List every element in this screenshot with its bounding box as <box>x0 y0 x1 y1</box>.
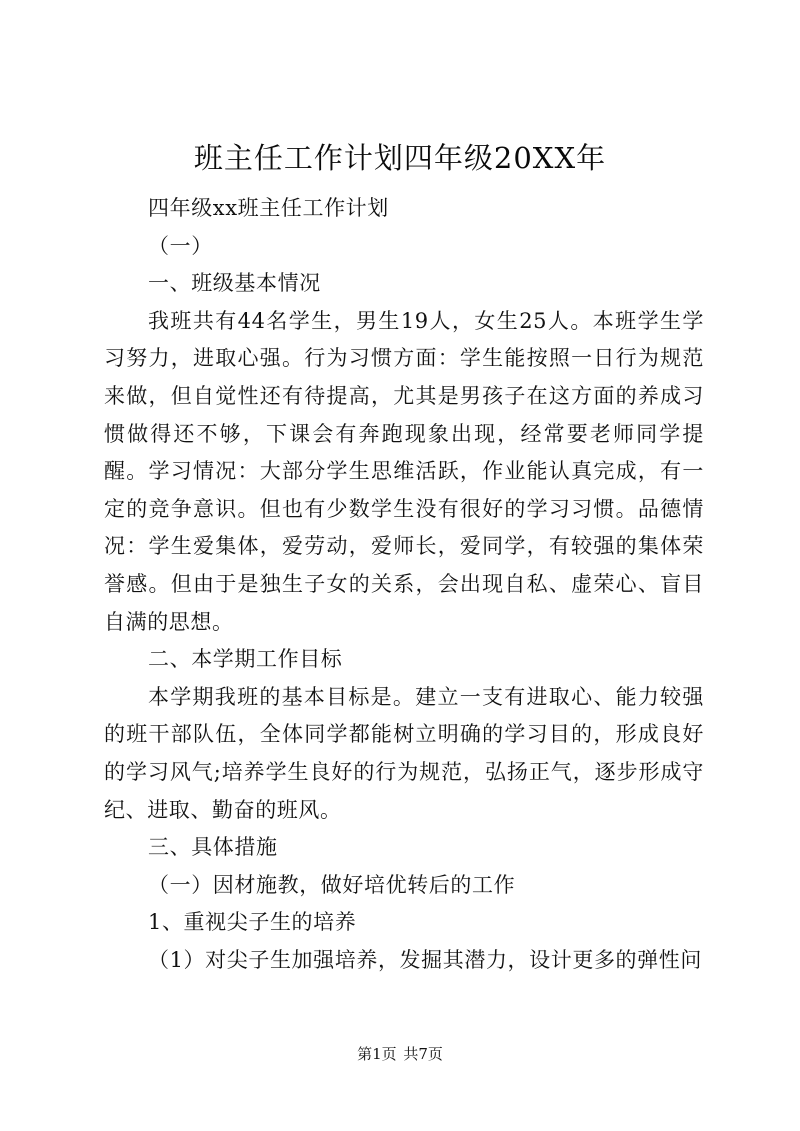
subsection-heading: （一）因材施教，做好培优转后的工作 <box>148 872 516 897</box>
body-paragraph-1: 我班共有44名学生，男生19人，女生25人。本班学生学习努力，进取心强。行为习惯方面：学生能按照一日行为规范来做，但自觉性还有待提高，尤其是男孩子在这方面的养成习惯做得还不够，下课会有奔跑现象出现，经常要老师同学提醒。学习情况：大部分学生思维活跃，作业能认真完成，有一定的竞争意识。但也有少数学生没有很好的学习习惯。品德情况：学生爱集体，爱劳动，爱师长，爱同学，有较强的集体荣誉感。但由于是独生子女的关系，会出现自私、虚荣心、盲目自满的思想。 <box>104 308 704 634</box>
document-body <box>104 190 704 979</box>
item-heading: 1、重视尖子生的培养 <box>148 910 357 935</box>
section-heading-1: 一、班级基本情况 <box>148 271 321 296</box>
section-heading-3: 三、具体措施 <box>148 835 278 860</box>
section-heading-2: 二、本学期工作目标 <box>148 647 343 672</box>
page-total: 共7页 <box>403 1045 443 1063</box>
document-title: 班主任工作计划四年级20XX年 <box>193 141 607 175</box>
body-paragraph-2: 本学期我班的基本目标是。建立一支有进取心、能力较强的班干部队伍，全体同学都能树立明确的学习目的，形成良好的学习风气;培养学生良好的行为规范，弘扬正气，逐步形成守纪、进取、勤奋的班风。 <box>104 684 704 822</box>
page-number: 第1页 <box>357 1045 397 1063</box>
body-paragraph-3: （1）对尖子生加强培养，发掘其潜力，设计更多的弹性问 <box>148 947 702 972</box>
subtitle-paragraph: 四年级xx班主任工作计划 <box>148 196 389 220</box>
part-marker: （一） <box>148 233 213 258</box>
page-footer <box>0 1043 800 1065</box>
